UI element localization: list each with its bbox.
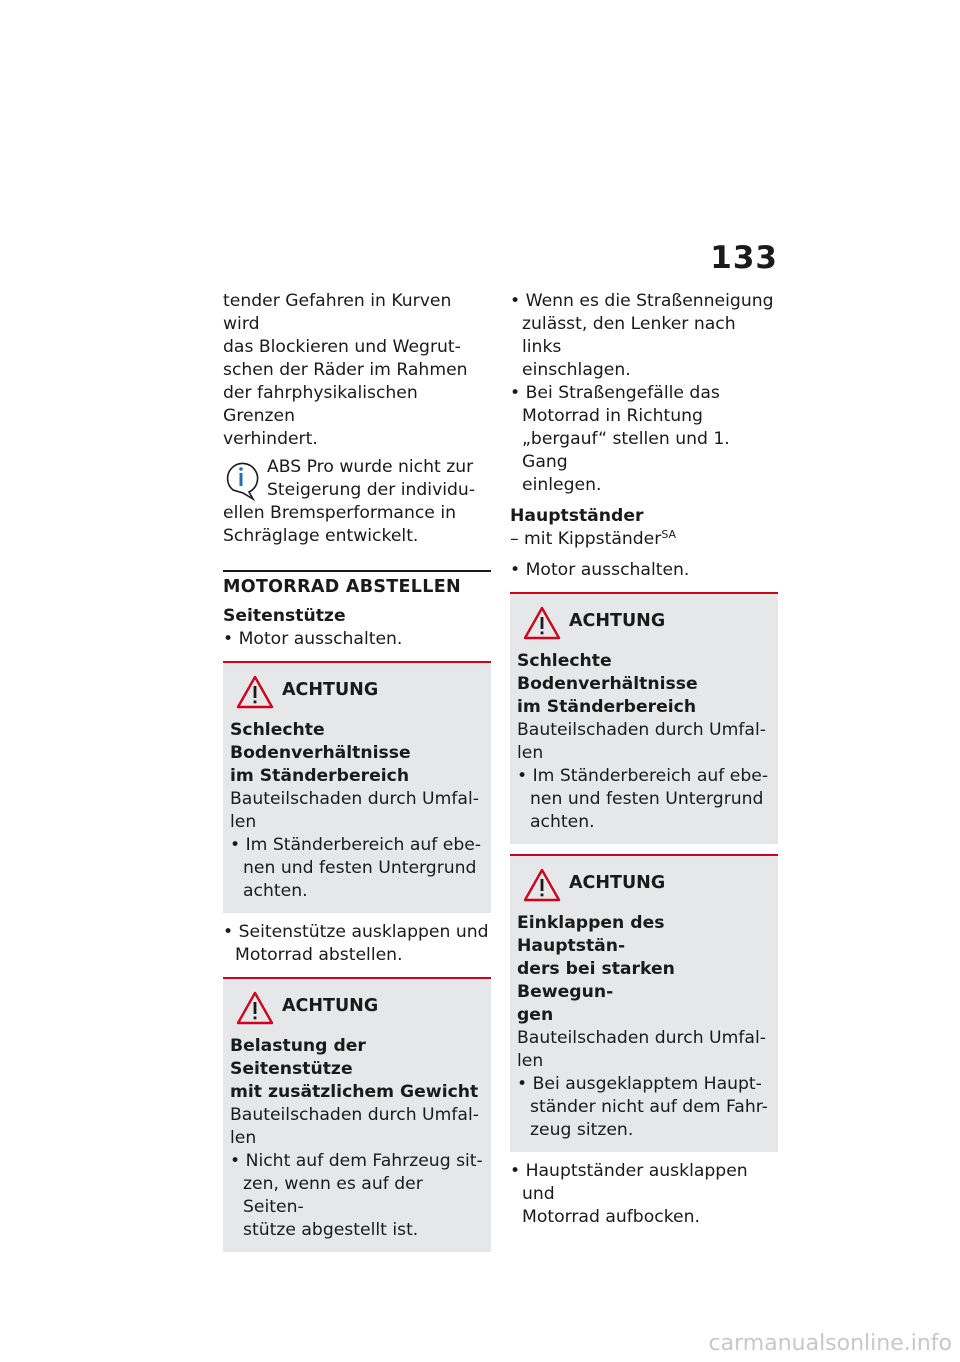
warning-action: • Im Ständerbereich auf ebe- nen und festen Untergrund achten. (517, 766, 769, 832)
left-column (223, 290, 491, 1252)
info-text: ABS Pro wurde nicht zur Steigerung der individu- ellen Bremsperformance in Schräglage entwickelt. (223, 457, 476, 546)
warning-subject: Belastung der Seitenstütze mit zusätzlichem Gewicht (230, 1036, 479, 1102)
warning-effect: Bauteilschaden durch Umfal- len (230, 1105, 479, 1148)
condition-kippstaender: – mit Kippständer$^{SA}$ (510, 528, 677, 549)
warning-action: • Bei ausgeklapptem Haupt- ständer nicht auf dem Fahr- zeug sitzen. (517, 1074, 768, 1140)
intro-text: tender Gefahren in Kurven wird das Blockieren und Wegrut- schen der Räder im Rahmen der fahrphysikalischen Grenzen verhindert. (223, 291, 468, 449)
step-motor-off: • Motor ausschalten. (223, 629, 403, 649)
right-column (510, 290, 778, 1229)
step-seitenstuetze: • Seitenstütze ausklappen und Motorrad abstellen. (223, 922, 489, 965)
warning-title: ACHTUNG (569, 872, 666, 893)
info-icon (223, 456, 263, 502)
warning-subject: Schlechte Bodenverhältnisse im Ständerbereich (517, 651, 698, 717)
watermark: carmanualsonline.info (708, 1331, 952, 1356)
subheading-seitenstuetze: Seitenstütze (223, 606, 346, 626)
step-hauptstaender: • Hauptständer ausklappen und Motorrad aufbocken. (510, 1161, 748, 1227)
warning-title: ACHTUNG (282, 995, 379, 1016)
warning-effect: Bauteilschaden durch Umfal- len (517, 720, 766, 763)
page-number: 133 (710, 240, 778, 276)
warning-effect: Bauteilschaden durch Umfal- len (230, 789, 479, 832)
warning-triangle-icon (523, 868, 561, 902)
warning-action: • Nicht auf dem Fahrzeug sit- zen, wenn es auf der Seiten- stütze abgestellt ist. (230, 1151, 483, 1240)
sa-marker: SA (661, 528, 677, 541)
warning-box (223, 977, 491, 1252)
step-motor-off: • Motor ausschalten. (510, 560, 690, 580)
warning-action: • Im Ständerbereich auf ebe- nen und festen Untergrund achten. (230, 835, 482, 901)
step-lenker: • Wenn es die Straßenneigung zulässt, den Lenker nach links einschlagen. (510, 291, 774, 380)
warning-title: ACHTUNG (569, 610, 666, 631)
warning-box (510, 592, 778, 844)
step-gang: • Bei Straßengefälle das Motorrad in Richtung „bergauf“ stellen und 1. Gang einlegen. (510, 383, 730, 495)
section-heading: MOTORRAD ABSTELLEN (223, 570, 491, 599)
warning-title: ACHTUNG (282, 679, 379, 700)
warning-subject: Schlechte Bodenverhältnisse im Ständerbereich (230, 720, 411, 786)
warning-subject: Einklappen des Hauptstän- ders bei starken Bewegun- gen (517, 913, 675, 1025)
info-note (223, 456, 491, 548)
warning-triangle-icon (523, 606, 561, 640)
subheading-hauptstaender: Hauptständer (510, 506, 644, 526)
warning-triangle-icon (236, 991, 274, 1025)
warning-box (510, 854, 778, 1152)
warning-box (223, 661, 491, 913)
warning-effect: Bauteilschaden durch Umfal- len (517, 1028, 766, 1071)
warning-triangle-icon (236, 675, 274, 709)
